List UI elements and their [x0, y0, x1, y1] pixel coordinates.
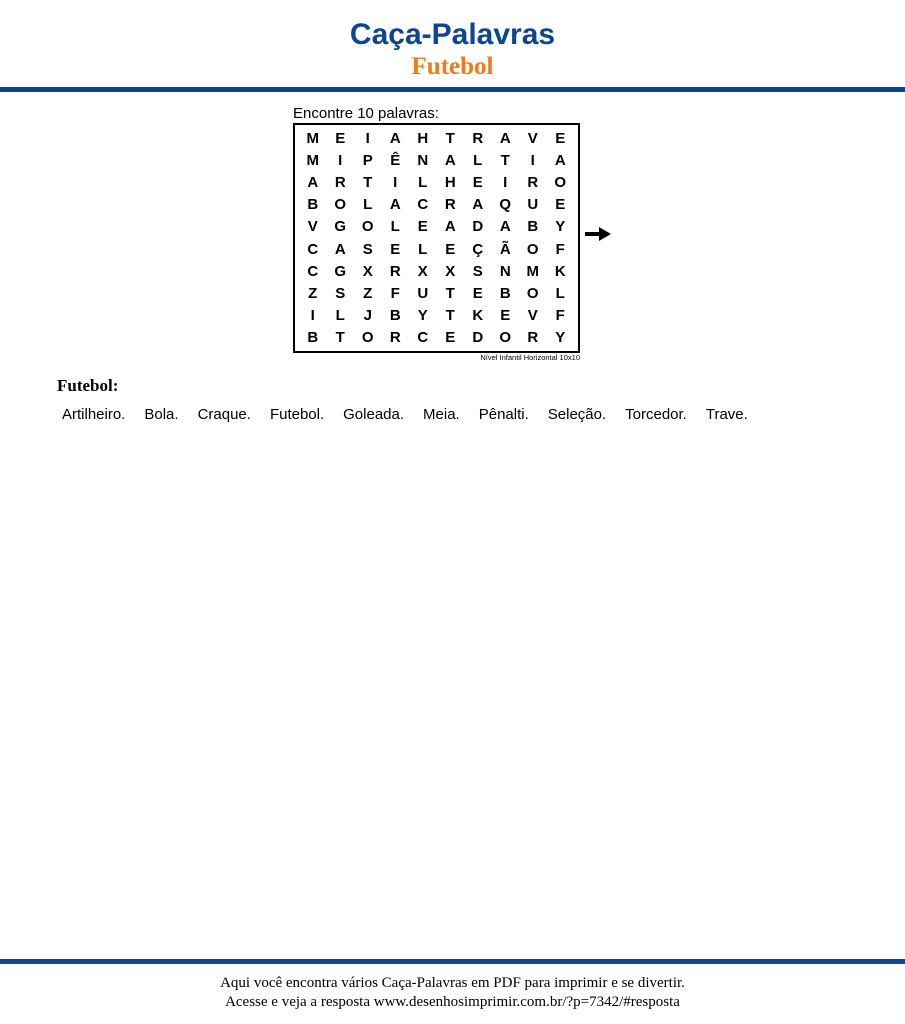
grid-cell: Y	[555, 329, 566, 347]
grid-cell: S	[335, 284, 346, 302]
grid-cell: I	[503, 173, 508, 191]
grid-cell: R	[334, 173, 346, 191]
grid-cell: N	[417, 151, 429, 169]
grid-cell: X	[445, 262, 456, 280]
grid-cell: L	[418, 240, 428, 258]
grid-cell: V	[527, 129, 538, 147]
grid-cell: O	[334, 196, 347, 214]
grid-cell: Ã	[499, 240, 511, 258]
grid-cell: A	[499, 218, 511, 236]
grid-cell: B	[307, 196, 319, 214]
grid-cell: E	[445, 240, 456, 258]
grid-cell: H	[444, 173, 456, 191]
grid-cell: U	[417, 284, 429, 302]
grid-cell: A	[307, 173, 319, 191]
grid-cell: T	[500, 151, 510, 169]
grid-cell: L	[418, 173, 428, 191]
grid-cell: Ê	[390, 151, 401, 169]
grid-cell: V	[527, 307, 538, 325]
grid-cell: G	[334, 218, 347, 236]
grid-cell: E	[555, 129, 566, 147]
grid-cell: V	[307, 218, 318, 236]
grid-cell: H	[417, 129, 429, 147]
grid-cell: I	[338, 151, 343, 169]
grid-cell: M	[526, 262, 539, 280]
grid-cell: Ç	[472, 240, 484, 258]
grid-cell: N	[499, 262, 511, 280]
word-list-item: Artilheiro.	[62, 406, 126, 423]
grid-cell: T	[335, 329, 345, 347]
grid-cell: T	[445, 129, 455, 147]
grid-cell: S	[362, 240, 373, 258]
grid-cell: M	[306, 151, 319, 169]
grid-cell: I	[310, 307, 315, 325]
word-list-item: Futebol.	[269, 406, 325, 423]
grid-cell: O	[554, 173, 567, 191]
grid-cell: X	[417, 262, 428, 280]
grid-cell: R	[389, 262, 401, 280]
grid-cell: A	[389, 196, 401, 214]
word-search-grid	[293, 123, 580, 353]
page-title: Caça-Palavras	[349, 18, 556, 51]
grid-cell: Y	[555, 218, 566, 236]
grid-cell: I	[530, 151, 535, 169]
grid-cell: F	[555, 240, 565, 258]
word-list-item: Craque.	[197, 406, 251, 423]
grid-cell: C	[307, 262, 319, 280]
grid-cell: L	[473, 151, 483, 169]
footer	[0, 974, 905, 1012]
grid-cell: T	[445, 284, 455, 302]
grid-cell: A	[472, 196, 484, 214]
grid-cell: J	[363, 307, 372, 325]
grid-cell: R	[527, 173, 539, 191]
grid-cell: Y	[417, 307, 428, 325]
grid-cell: L	[555, 284, 565, 302]
grid-cell: R	[389, 329, 401, 347]
grid-cell: E	[472, 284, 483, 302]
grid-cell: P	[362, 151, 373, 169]
word-list-item: Trave.	[705, 406, 748, 423]
grid-cell: D	[472, 218, 484, 236]
grid-cell: L	[363, 196, 373, 214]
grid-cell: L	[390, 218, 400, 236]
grid-cell: G	[334, 262, 347, 280]
grid-cell: I	[365, 129, 370, 147]
grid-cell: B	[499, 284, 511, 302]
grid-cell: A	[444, 151, 456, 169]
grid-cell: O	[526, 284, 539, 302]
grid-cell: B	[307, 329, 319, 347]
grid-cell: A	[554, 151, 566, 169]
grid-cell: B	[527, 218, 539, 236]
grid-cell: B	[389, 307, 401, 325]
grid-cell: F	[555, 307, 565, 325]
grid-cell: E	[335, 129, 346, 147]
grid-cell: X	[362, 262, 373, 280]
right-arrow-icon	[585, 227, 611, 241]
grid-cell: C	[417, 196, 429, 214]
grid-cell: R	[472, 129, 484, 147]
footer-line-1: Aqui você encontra vários Caça-Palavras em PDF para imprimir e se divertir.	[220, 975, 685, 991]
grid-cell: I	[393, 173, 398, 191]
word-list-item: Torcedor.	[625, 406, 687, 423]
grid-cell: E	[472, 173, 483, 191]
grid-cell: T	[363, 173, 373, 191]
grid-cell: K	[472, 307, 484, 325]
grid-cell: E	[390, 240, 401, 258]
grid-cell: R	[527, 329, 539, 347]
word-list-item: Bola.	[144, 406, 179, 423]
grid-cell: M	[306, 129, 319, 147]
grid-cell: A	[444, 218, 456, 236]
grid-cell: O	[499, 329, 512, 347]
word-list	[62, 406, 767, 424]
grid-cell: U	[527, 196, 539, 214]
grid-cell: O	[361, 329, 374, 347]
grid-cell: T	[445, 307, 455, 325]
grid-cell: E	[417, 218, 428, 236]
grid-cell: R	[444, 196, 456, 214]
page-subtitle: Futebol	[411, 53, 494, 80]
grid-cell: O	[361, 218, 374, 236]
header-divider	[0, 87, 905, 92]
grid-cell: L	[335, 307, 345, 325]
grid-cell: A	[334, 240, 346, 258]
word-list-item: Seleção.	[547, 406, 607, 423]
grid-cell: C	[307, 240, 319, 258]
level-label: Nível Infantil Horizontal 10x10	[480, 353, 580, 362]
word-list-item: Meia.	[423, 406, 460, 423]
grid-cell: D	[472, 329, 484, 347]
word-list-item: Goleada.	[343, 406, 405, 423]
grid-cell: O	[526, 240, 539, 258]
word-list-item: Pênalti.	[478, 406, 529, 423]
grid-cell: E	[445, 329, 456, 347]
word-list-title: Futebol:	[57, 376, 119, 395]
grid-cell: K	[554, 262, 566, 280]
grid-cell: E	[555, 196, 566, 214]
grid-cell: F	[390, 284, 400, 302]
grid-cell: S	[472, 262, 483, 280]
footer-line-2: Acesse e veja a resposta www.desenhosimprimir.com.br/?p=7342/#resposta	[225, 994, 680, 1010]
grid-cell: A	[389, 129, 401, 147]
footer-divider	[0, 959, 905, 964]
grid-cell: Z	[308, 284, 318, 302]
grid-cell: A	[499, 129, 511, 147]
grid-cell: E	[500, 307, 511, 325]
grid-cell: Q	[499, 196, 512, 214]
grid-cell: C	[417, 329, 429, 347]
grid-cell: Z	[363, 284, 373, 302]
puzzle-instruction: Encontre 10 palavras:	[293, 105, 439, 122]
